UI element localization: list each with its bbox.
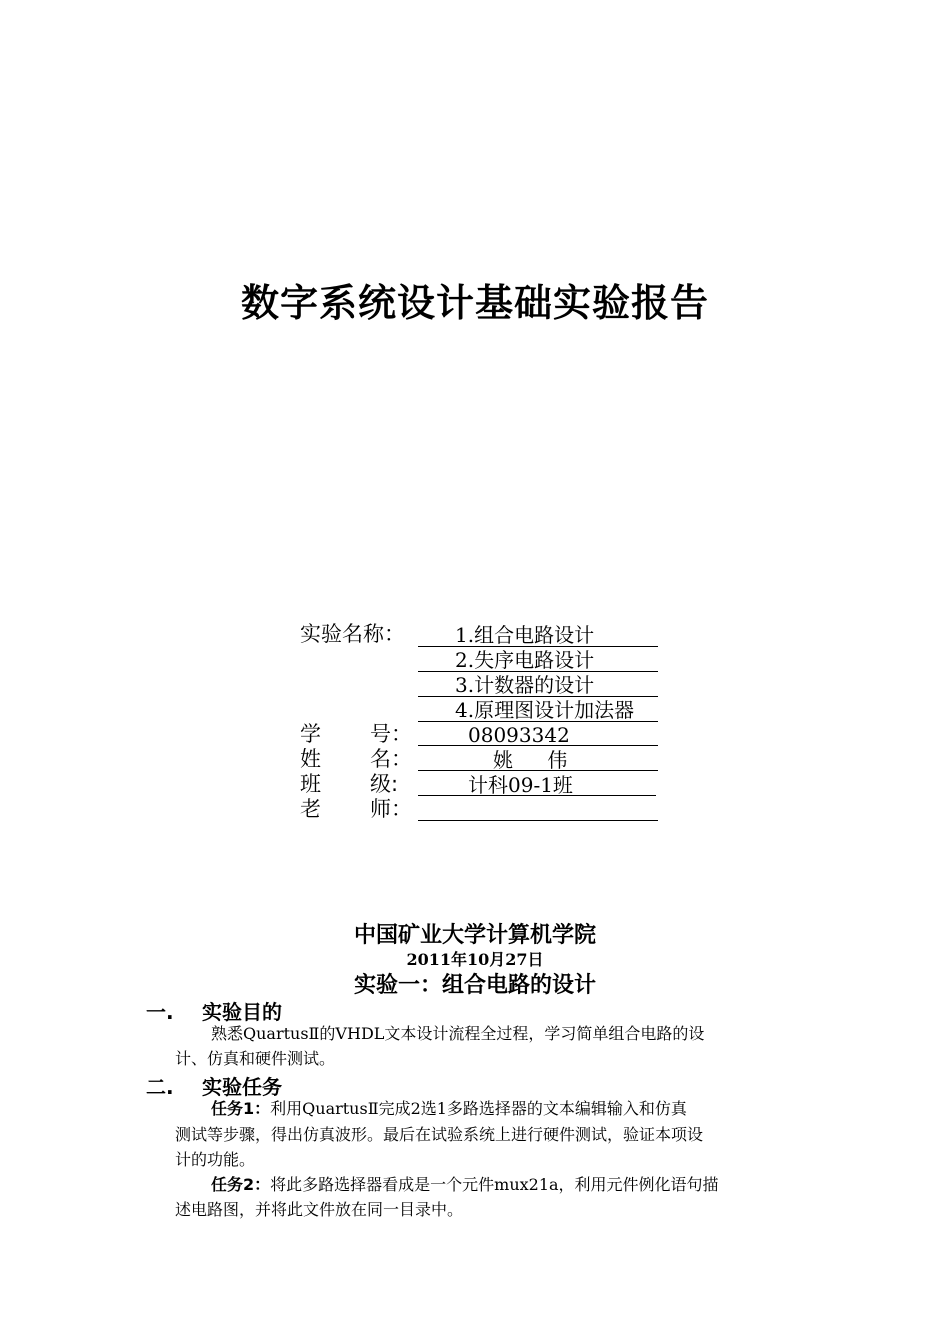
name-label-suffix: 名： [370, 747, 412, 771]
experiment-name-3: 3.计数器的设计 [455, 673, 595, 697]
experiment-title: 实验一：组合电路的设计 [353, 973, 596, 998]
section-2-title: 实验任务 [202, 1075, 282, 1099]
teacher-label [300, 797, 321, 822]
name-underline [418, 770, 658, 771]
student-id-label-suffix: 号： [370, 722, 412, 746]
section-1-line-2: 计、仿真和硬件测试。 [175, 1049, 336, 1068]
experiment-name-1: 1.组合电路设计 [455, 623, 595, 647]
section-1-number: 一. [146, 1000, 174, 1024]
experiment-name-2-underline [418, 671, 658, 672]
report-date: 2011年10月27日 [406, 950, 544, 969]
section-1-line-1: 熟悉QuartusⅡ的VHDL文本设计流程全过程，学习简单组合电路的设 [211, 1024, 705, 1043]
task-2-label: 任务2： [211, 1175, 271, 1194]
experiment-name-4-underline [418, 721, 658, 722]
class-label-char: 班 [300, 772, 321, 796]
report-title: 数字系统设计基础实验报告 [240, 281, 709, 325]
experiment-name-4: 4.原理图设计加法器 [455, 698, 635, 722]
student-id-underline [418, 745, 658, 746]
teacher-underline [418, 820, 658, 821]
task-2-line-2: 述电路图，并将此文件放在同一目录中。 [175, 1200, 464, 1219]
section-1-title: 实验目的 [202, 1000, 282, 1024]
task-1-text: 利用QuartusⅡ完成2选1多路选择器的文本编辑输入和仿真 [270, 1099, 687, 1118]
student-id-label-char: 学 [300, 722, 321, 746]
student-id-label [300, 722, 321, 747]
task-1-label: 任务1： [211, 1099, 271, 1118]
class-label [300, 772, 321, 797]
task-2-line-1 [211, 1172, 719, 1197]
name-label [300, 747, 321, 772]
task-2-text: 将此多路选择器看成是一个元件mux21a，利用元件例化语句描 [270, 1175, 719, 1194]
experiment-name-label: 实验名称： [300, 622, 405, 646]
name-value: 姚 伟 [493, 748, 582, 772]
task-1-line-3: 计的功能。 [175, 1150, 256, 1169]
class-value: 计科09-1班 [468, 773, 573, 797]
teacher-label-char: 老 [300, 797, 321, 821]
class-underline [418, 795, 656, 796]
experiment-name-3-underline [418, 696, 658, 697]
experiment-name-1-underline [418, 646, 658, 647]
student-id-value: 08093342 [468, 723, 570, 747]
teacher-label-suffix: 师： [370, 797, 412, 821]
class-label-suffix: 级: [370, 772, 399, 796]
section-2-number: 二. [146, 1075, 174, 1099]
school-name: 中国矿业大学计算机学院 [353, 923, 596, 948]
name-label-char: 姓 [300, 747, 321, 771]
experiment-name-2: 2.失序电路设计 [455, 648, 595, 672]
task-1-line-1 [211, 1096, 687, 1121]
task-1-line-2: 测试等步骤，得出仿真波形。最后在试验系统上进行硬件测试，验证本项设 [175, 1125, 704, 1144]
